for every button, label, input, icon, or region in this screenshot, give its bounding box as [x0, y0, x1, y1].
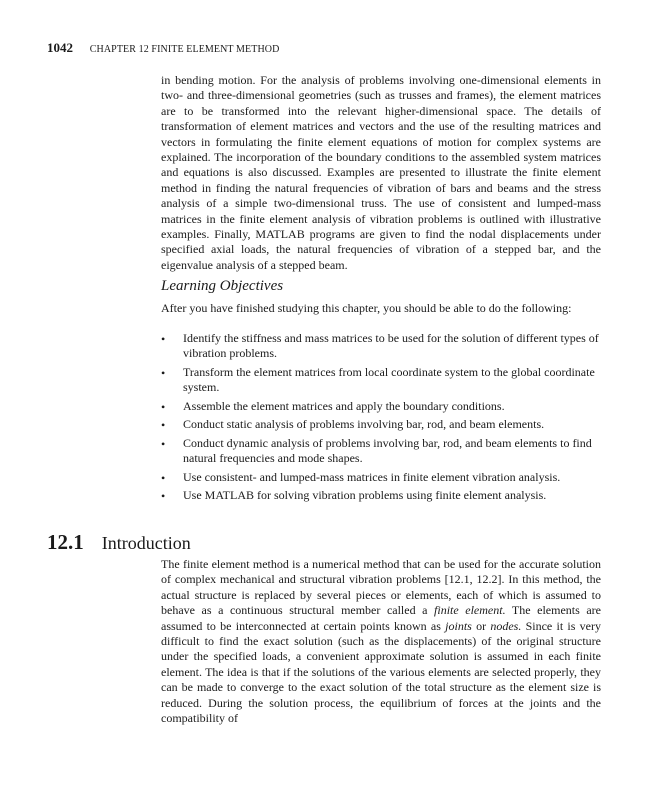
learning-objectives-list: [161, 331, 601, 507]
list-item: • Transform the element matrices from local coordinate system to the global coordinate system.: [161, 364, 595, 394]
term-nodes: nodes.: [490, 618, 522, 633]
list-item: • Conduct dynamic analysis of problems involving bar, rod, and beam elements to find natural frequencies and mode shapes.: [161, 435, 592, 465]
section-number: 12.1: [47, 530, 84, 554]
list-item: • Assemble the element matrices and apply the boundary conditions.: [161, 398, 505, 414]
section-heading: [47, 530, 191, 555]
section-body-paragraph: The finite element method is a numerical method that can be used for the accurate solution of complex mechanical and structural vibration problems [12.1, 12.2]. In this method, the actual structure is replaced by several pieces or elements, each of which is assumed to behave as a continuous structural member called a finite element. The elements are assumed to be interconnected at certain points known as joints or nodes. Since it is very difficult to find the exact solution (such as the displacements) of the original structure under the specified loads, a convenient approximate solution is assumed in each finite element. The idea is that if the solutions of the various elements are selected properly, they can be made to converge to the exact solution of the total structure as the element size is reduced. During the solution process, the equilibrium of forces at the joints and the compatibility of: [161, 557, 601, 726]
bullet-icon: •: [161, 489, 166, 504]
running-header: [47, 40, 279, 56]
list-item: • Identify the stiffness and mass matrices to be used for the solution of different types of vibration problems.: [161, 331, 599, 361]
bullet-icon: •: [161, 365, 166, 380]
chapter-title: CHAPTER 12 FINITE ELEMENT METHOD: [89, 44, 280, 55]
learning-objectives-heading: Learning Objectives: [161, 278, 284, 294]
bullet-icon: •: [161, 418, 166, 433]
bullet-icon: •: [161, 399, 166, 414]
list-item: • Use MATLAB for solving vibration problems using finite element analysis.: [161, 488, 547, 504]
bullet-icon: •: [161, 436, 166, 451]
bullet-icon: •: [161, 470, 166, 485]
learning-objectives-intro: After you have finished studying this chapter, you should be able to do the following:: [161, 301, 572, 315]
page-number: 1042: [47, 40, 73, 55]
bullet-icon: •: [161, 332, 166, 346]
intro-paragraph: in bending motion. For the analysis of problems involving one-dimensional elements in two- and three-dimensional geometries (such as trusses and frames), the element matrices are to be transformed into the relevant higher-dimensional space. The details of transformation of element matrices and vectors and the use of the resulting matrices and vectors in formulating the finite element equations of motion for complex systems are explained. The incorporation of the boundary conditions to the assembled system matrices and equations is also discussed. Examples are presented to illustrate the finite element method in finding the natural frequencies of vibration of bars and beams and the stress analysis of a simple two-dimensional truss. The use of consistent and lumped-mass matrices in the finite element analysis of vibration problems is outlined with illustrative examples. Finally, MATLAB programs are given to find the nodal displacements under specified axial loads, the natural frequencies of vibration of a stepped bar, and the eigenvalue analysis of a stepped beam.: [161, 73, 601, 272]
list-item: • Use consistent- and lumped-mass matrices in finite element vibration analysis.: [161, 469, 561, 485]
term-joints: joints: [445, 618, 472, 633]
term-finite-element: finite element.: [434, 603, 506, 618]
list-item: • Conduct static analysis of problems involving bar, rod, and beam elements.: [161, 417, 545, 433]
section-title: Introduction: [101, 533, 191, 553]
